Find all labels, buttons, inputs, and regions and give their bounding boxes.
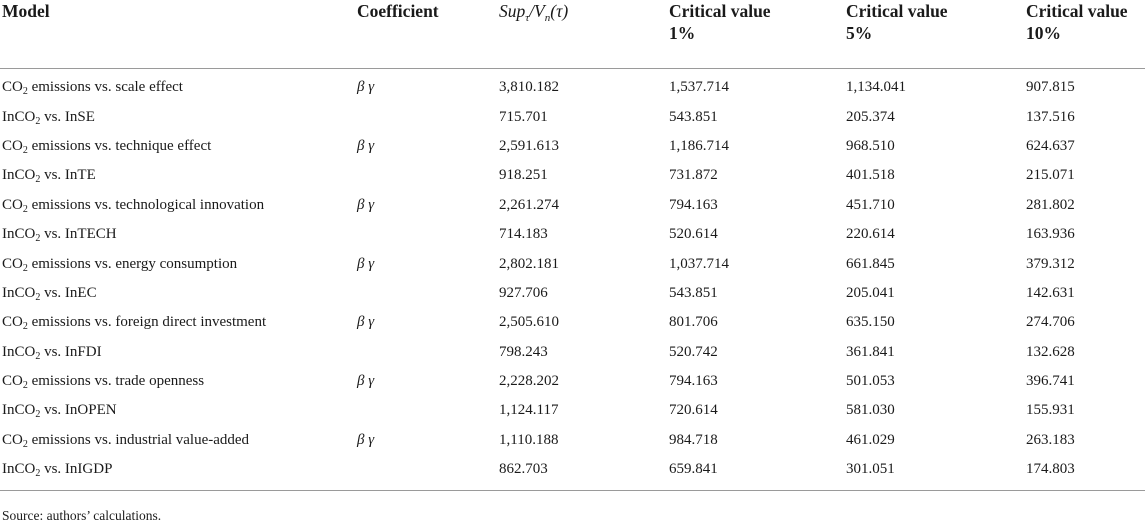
cell-model xyxy=(0,338,355,367)
model-subscript: 2 xyxy=(35,350,41,362)
cell-model xyxy=(0,367,355,396)
table-row xyxy=(0,161,1145,190)
model-prefix: CO xyxy=(2,255,23,272)
cell-test-statistic: 2,261.274 xyxy=(499,196,559,213)
cell-critical-5: 301.051 xyxy=(844,455,1024,491)
cell-test-statistic: 714.183 xyxy=(499,226,548,243)
cell-critical-5: 461.029 xyxy=(846,431,895,448)
table-header xyxy=(0,0,1145,69)
cell-critical-10: 281.802 xyxy=(1026,196,1075,213)
model-prefix: InCO xyxy=(2,167,36,184)
model-subscript: 2 xyxy=(22,438,28,450)
cell-critical-10: 137.516 xyxy=(1026,108,1075,125)
cell-test-statistic: 798.243 xyxy=(499,343,548,360)
model-suffix: emissions vs. foreign direct investment xyxy=(27,314,267,331)
cell-critical-10: 263.183 xyxy=(1026,431,1075,448)
cell-critical-10: 132.628 xyxy=(1026,343,1075,360)
cell-test-statistic: 1,110.188 xyxy=(499,431,559,448)
cell-model xyxy=(0,455,355,491)
cell-critical-10: 174.803 xyxy=(1024,455,1145,491)
model-subscript: 2 xyxy=(22,321,28,333)
model-subscript: 2 xyxy=(22,203,28,215)
model-subscript: 2 xyxy=(35,233,41,245)
cell-model xyxy=(0,220,355,249)
stat-arg: (τ) xyxy=(550,1,569,21)
cell-model xyxy=(0,426,355,455)
table-body xyxy=(0,69,1145,491)
table-row xyxy=(0,220,1145,249)
cell-test-statistic: 2,505.610 xyxy=(499,314,559,331)
cell-critical-1: 720.614 xyxy=(669,402,718,419)
cell-critical-5: 501.053 xyxy=(846,373,895,390)
model-subscript: 2 xyxy=(22,86,28,98)
cell-test-statistic: 715.701 xyxy=(499,108,548,125)
cell-coefficient xyxy=(355,396,497,425)
model-prefix: CO xyxy=(2,373,23,390)
cell-critical-10: 624.637 xyxy=(1026,137,1075,154)
cell-coefficient: β γ xyxy=(357,431,375,448)
model-suffix: vs. InOPEN xyxy=(40,402,117,419)
model-suffix: emissions vs. technique effect xyxy=(27,137,212,154)
cell-model xyxy=(0,308,355,337)
header-critical-1-line2: 1% xyxy=(669,23,696,43)
model-subscript: 2 xyxy=(35,174,41,186)
cell-critical-1: 543.851 xyxy=(669,284,718,301)
model-prefix: InCO xyxy=(2,284,36,301)
header-row xyxy=(0,0,1145,69)
cell-coefficient xyxy=(355,455,497,491)
model-prefix: InCO xyxy=(2,461,36,478)
cell-critical-5: 661.845 xyxy=(846,255,895,272)
cell-critical-1: 731.872 xyxy=(669,167,718,184)
stat-slash: /V xyxy=(529,1,545,21)
model-subscript: 2 xyxy=(35,291,41,303)
model-suffix: vs. InSE xyxy=(40,108,95,125)
cell-critical-1: 794.163 xyxy=(669,373,718,390)
model-suffix: emissions vs. scale effect xyxy=(27,79,183,96)
cell-critical-5: 220.614 xyxy=(846,226,895,243)
model-prefix: CO xyxy=(2,196,23,213)
stat-n-subscript: n xyxy=(544,12,551,24)
cell-critical-1: 1,186.714 xyxy=(669,137,729,154)
model-suffix: emissions vs. technological innovation xyxy=(27,196,265,213)
model-suffix: vs. InIGDP xyxy=(40,461,113,478)
cell-critical-1: 520.614 xyxy=(669,226,718,243)
table-row xyxy=(0,308,1145,337)
table-row xyxy=(0,69,1145,103)
cell-model xyxy=(0,396,355,425)
stat-main: Sup xyxy=(499,1,526,21)
cell-critical-10: 142.631 xyxy=(1026,284,1075,301)
cell-critical-1: 543.851 xyxy=(669,108,718,125)
header-critical-1-line1: Critical value xyxy=(669,1,771,21)
cell-critical-1: 520.742 xyxy=(669,343,718,360)
model-prefix: InCO xyxy=(2,343,36,360)
header-critical-5 xyxy=(844,0,1024,69)
stat-p-subscript: τ xyxy=(525,12,530,24)
cell-coefficient: β γ xyxy=(357,314,375,331)
cell-test-statistic: 918.251 xyxy=(499,167,548,184)
cell-coefficient: β γ xyxy=(357,373,375,390)
model-suffix: emissions vs. energy consumption xyxy=(27,255,238,272)
model-prefix: InCO xyxy=(2,108,36,125)
cell-test-statistic: 2,228.202 xyxy=(499,373,559,390)
cell-critical-10: 907.815 xyxy=(1026,79,1075,96)
cell-critical-10: 274.706 xyxy=(1026,314,1075,331)
cell-coefficient xyxy=(355,338,497,367)
cell-critical-5: 361.841 xyxy=(846,343,895,360)
cell-critical-1: 1,537.714 xyxy=(669,79,729,96)
cell-critical-10: 379.312 xyxy=(1026,255,1075,272)
cell-critical-10: 396.741 xyxy=(1026,373,1075,390)
cell-critical-10: 215.071 xyxy=(1026,167,1075,184)
model-suffix: emissions vs. trade openness xyxy=(27,373,205,390)
model-suffix: vs. InFDI xyxy=(40,343,102,360)
cell-coefficient xyxy=(355,161,497,190)
cell-coefficient xyxy=(355,102,497,131)
header-coefficient: Coefficient xyxy=(355,0,497,69)
header-model: Model xyxy=(0,0,355,69)
cell-critical-5: 581.030 xyxy=(846,402,895,419)
header-critical-5-line2: 5% xyxy=(846,23,873,43)
table-row xyxy=(0,426,1145,455)
table-row xyxy=(0,102,1145,131)
table-row xyxy=(0,279,1145,308)
cell-critical-5: 451.710 xyxy=(846,196,895,213)
cell-coefficient xyxy=(355,279,497,308)
model-subscript: 2 xyxy=(35,468,41,480)
cell-test-statistic: 3,810.182 xyxy=(499,79,559,96)
cell-critical-1: 1,037.714 xyxy=(669,255,729,272)
cell-critical-1: 801.706 xyxy=(669,314,718,331)
cell-critical-10: 163.936 xyxy=(1026,226,1075,243)
header-critical-10 xyxy=(1024,0,1145,69)
table-row xyxy=(0,367,1145,396)
model-prefix: InCO xyxy=(2,402,36,419)
cell-test-statistic: 2,591.613 xyxy=(499,137,559,154)
cell-model xyxy=(0,161,355,190)
cell-model xyxy=(0,102,355,131)
cell-test-statistic: 927.706 xyxy=(499,284,548,301)
cell-coefficient xyxy=(355,220,497,249)
cell-test-statistic: 1,124.117 xyxy=(499,402,559,419)
cell-critical-5: 205.374 xyxy=(846,108,895,125)
model-suffix: vs. InTE xyxy=(40,167,96,184)
header-critical-5-line1: Critical value xyxy=(846,1,948,21)
cell-test-statistic: 862.703 xyxy=(497,455,667,491)
model-prefix: CO xyxy=(2,431,23,448)
cell-critical-5: 968.510 xyxy=(846,137,895,154)
table-row xyxy=(0,455,1145,491)
model-subscript: 2 xyxy=(22,144,28,156)
cell-model xyxy=(0,132,355,161)
cell-model xyxy=(0,69,355,103)
cell-critical-5: 1,134.041 xyxy=(846,79,906,96)
table-row xyxy=(0,338,1145,367)
table-row xyxy=(0,396,1145,425)
cell-coefficient: β γ xyxy=(357,255,375,272)
header-test-statistic xyxy=(497,0,667,69)
model-suffix: emissions vs. industrial value-added xyxy=(27,431,250,448)
model-subscript: 2 xyxy=(22,262,28,274)
model-prefix: InCO xyxy=(2,226,36,243)
cell-critical-10: 155.931 xyxy=(1026,402,1075,419)
model-prefix: CO xyxy=(2,314,23,331)
table-row xyxy=(0,191,1145,220)
cell-model xyxy=(0,249,355,278)
cell-test-statistic: 2,802.181 xyxy=(499,255,559,272)
cell-critical-1: 984.718 xyxy=(669,431,718,448)
model-prefix: CO xyxy=(2,137,23,154)
cell-critical-1: 659.841 xyxy=(667,455,844,491)
model-suffix: vs. InEC xyxy=(40,284,97,301)
cell-critical-5: 205.041 xyxy=(846,284,895,301)
header-critical-10-line2: 10% xyxy=(1026,23,1061,43)
cell-coefficient: β γ xyxy=(357,79,375,96)
model-suffix: vs. InTECH xyxy=(40,226,117,243)
header-critical-10-line1: Critical value xyxy=(1026,1,1128,21)
model-subscript: 2 xyxy=(35,115,41,127)
cell-coefficient: β γ xyxy=(357,196,375,213)
cell-critical-1: 794.163 xyxy=(669,196,718,213)
cell-critical-5: 635.150 xyxy=(846,314,895,331)
model-subscript: 2 xyxy=(22,380,28,392)
table-row xyxy=(0,249,1145,278)
model-subscript: 2 xyxy=(35,409,41,421)
model-prefix: CO xyxy=(2,79,23,96)
cell-coefficient: β γ xyxy=(357,137,375,154)
cell-model xyxy=(0,191,355,220)
header-critical-1 xyxy=(667,0,844,69)
cell-model xyxy=(0,279,355,308)
table-row xyxy=(0,132,1145,161)
cell-critical-5: 401.518 xyxy=(846,167,895,184)
source-note: Source: authors’ calculations. xyxy=(2,508,162,523)
